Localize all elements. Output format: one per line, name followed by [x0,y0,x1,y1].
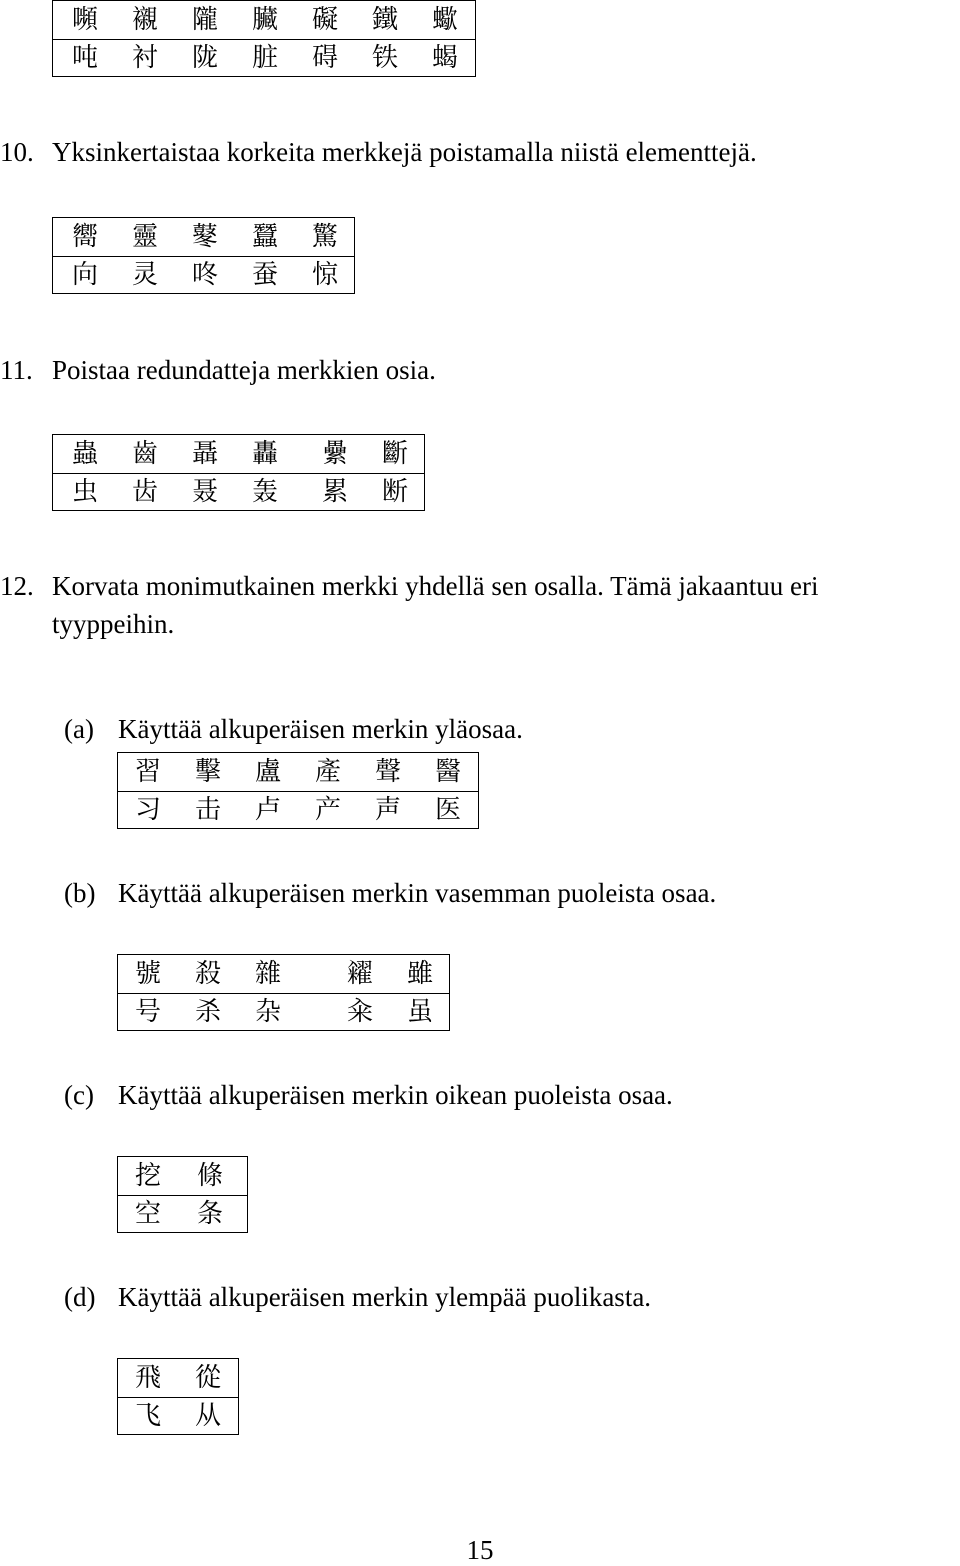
char-cell: 空 [134,1199,161,1229]
subitem-text-c: Käyttää alkuperäisen merkin oikean puoleista osaa. [118,1080,673,1110]
char-cell: 轟 [251,439,278,469]
subitem-label-d: (d) [64,1282,96,1312]
char-cell: 殺 [194,959,221,989]
char-cell: 聂 [191,477,218,507]
char-cell: 习 [134,795,161,825]
char-table-right-part [117,1156,248,1233]
char-cell: 臟 [251,5,278,35]
char-cell: 咚 [191,260,218,290]
char-table-top-part [117,752,479,829]
char-cell: 籴 [346,997,373,1027]
char-cell: 产 [314,795,341,825]
char-cell: 挖 [134,1161,161,1191]
char-cell: 鼕 [191,222,218,252]
simplified-row [118,791,478,829]
subitem-text-d: Käyttää alkuperäisen merkin ylempää puolikasta. [118,1282,652,1312]
subitem-text-a: Käyttää alkuperäisen merkin yläosaa. [118,714,523,744]
char-cell: 蠶 [251,222,278,252]
item-text-10: Yksinkertaistaa korkeita merkkejä poistamalla niistä elementtejä. [52,137,757,167]
traditional-row [53,218,354,257]
char-cell: 飛 [134,1363,161,1393]
char-cell: 声 [374,795,401,825]
simplified-row [118,993,449,1031]
char-cell: 向 [71,260,98,290]
char-cell: 齿 [131,477,158,507]
char-cell: 靈 [131,222,158,252]
char-cell: 轰 [251,477,278,507]
char-cell: 从 [194,1401,221,1431]
char-cell: 產 [314,757,341,787]
traditional-row [118,1359,238,1398]
char-cell: 杂 [254,997,281,1027]
char-cell: 嚬 [71,5,98,35]
char-cell: 擊 [194,757,221,787]
subitem-label-c: (c) [64,1080,94,1110]
char-cell: 蟲 [71,439,98,469]
page-number: 15 [466,1535,494,1565]
char-cell: 驚 [311,222,338,252]
char-cell: 鐵 [371,5,398,35]
char-cell: 吨 [71,43,98,73]
item-number-12: 12. [0,571,34,601]
char-cell: 医 [434,795,461,825]
traditional-row [118,753,478,792]
char-cell: 累 [321,477,348,507]
traditional-row [118,1157,247,1196]
char-cell: 斷 [381,439,408,469]
char-cell: 铁 [371,43,398,73]
char-cell: 號 [134,959,161,989]
simplified-row [53,473,424,511]
item-text-11: Poistaa redundatteja merkkien osia. [52,355,436,385]
char-cell: 击 [194,795,221,825]
char-cell: 雖 [406,959,433,989]
char-cell: 陇 [191,43,218,73]
char-table-traditional-simplified-1 [52,0,476,77]
subitem-label-b: (b) [64,878,96,908]
char-cell: 雜 [254,959,281,989]
char-cell: 齒 [131,439,158,469]
char-cell: 号 [134,997,161,1027]
traditional-row [53,1,475,40]
char-cell: 條 [196,1161,223,1191]
char-cell: 嚮 [71,222,98,252]
char-table-upper-half [117,1358,239,1435]
char-table-traditional-simplified-2 [52,217,355,294]
char-cell: 灵 [131,260,158,290]
char-cell: 襯 [131,5,158,35]
item-text-12-line1: Korvata monimutkainen merkki yhdellä sen osalla. Tämä jakaantuu eri [52,571,819,601]
simplified-row [118,1397,238,1435]
char-cell: 醫 [434,757,461,787]
char-cell: 隴 [191,5,218,35]
simplified-row [53,39,475,77]
char-cell: 飞 [134,1401,161,1431]
char-cell: 蠍 [431,5,458,35]
char-cell: 聶 [191,439,218,469]
char-cell: 断 [381,477,408,507]
char-cell: 杀 [194,997,221,1027]
char-cell: 聲 [374,757,401,787]
simplified-row [118,1195,247,1233]
char-cell: 碍 [311,43,338,73]
char-cell: 脏 [251,43,278,73]
char-cell: 纍 [321,439,348,469]
char-cell: 衬 [131,43,158,73]
item-number-11: 11. [0,355,33,385]
char-cell: 条 [196,1199,223,1229]
char-cell: 從 [194,1363,221,1393]
char-cell: 礙 [311,5,338,35]
subitem-label-a: (a) [64,714,94,744]
char-cell: 虽 [406,997,433,1027]
char-cell: 糴 [346,959,373,989]
item-number-10: 10. [0,137,34,167]
char-cell: 蚕 [251,260,278,290]
char-table-left-part [117,954,450,1031]
traditional-row [53,435,424,474]
char-cell: 卢 [254,795,281,825]
char-cell: 虫 [71,477,98,507]
item-text-12-line2: tyyppeihin. [52,609,175,639]
subitem-text-b: Käyttää alkuperäisen merkin vasemman puoleista osaa. [118,878,717,908]
char-cell: 惊 [311,260,338,290]
char-cell: 蝎 [431,43,458,73]
simplified-row [53,256,354,294]
traditional-row [118,955,449,994]
char-cell: 習 [134,757,161,787]
char-cell: 盧 [254,757,281,787]
char-table-traditional-simplified-3 [52,434,425,511]
